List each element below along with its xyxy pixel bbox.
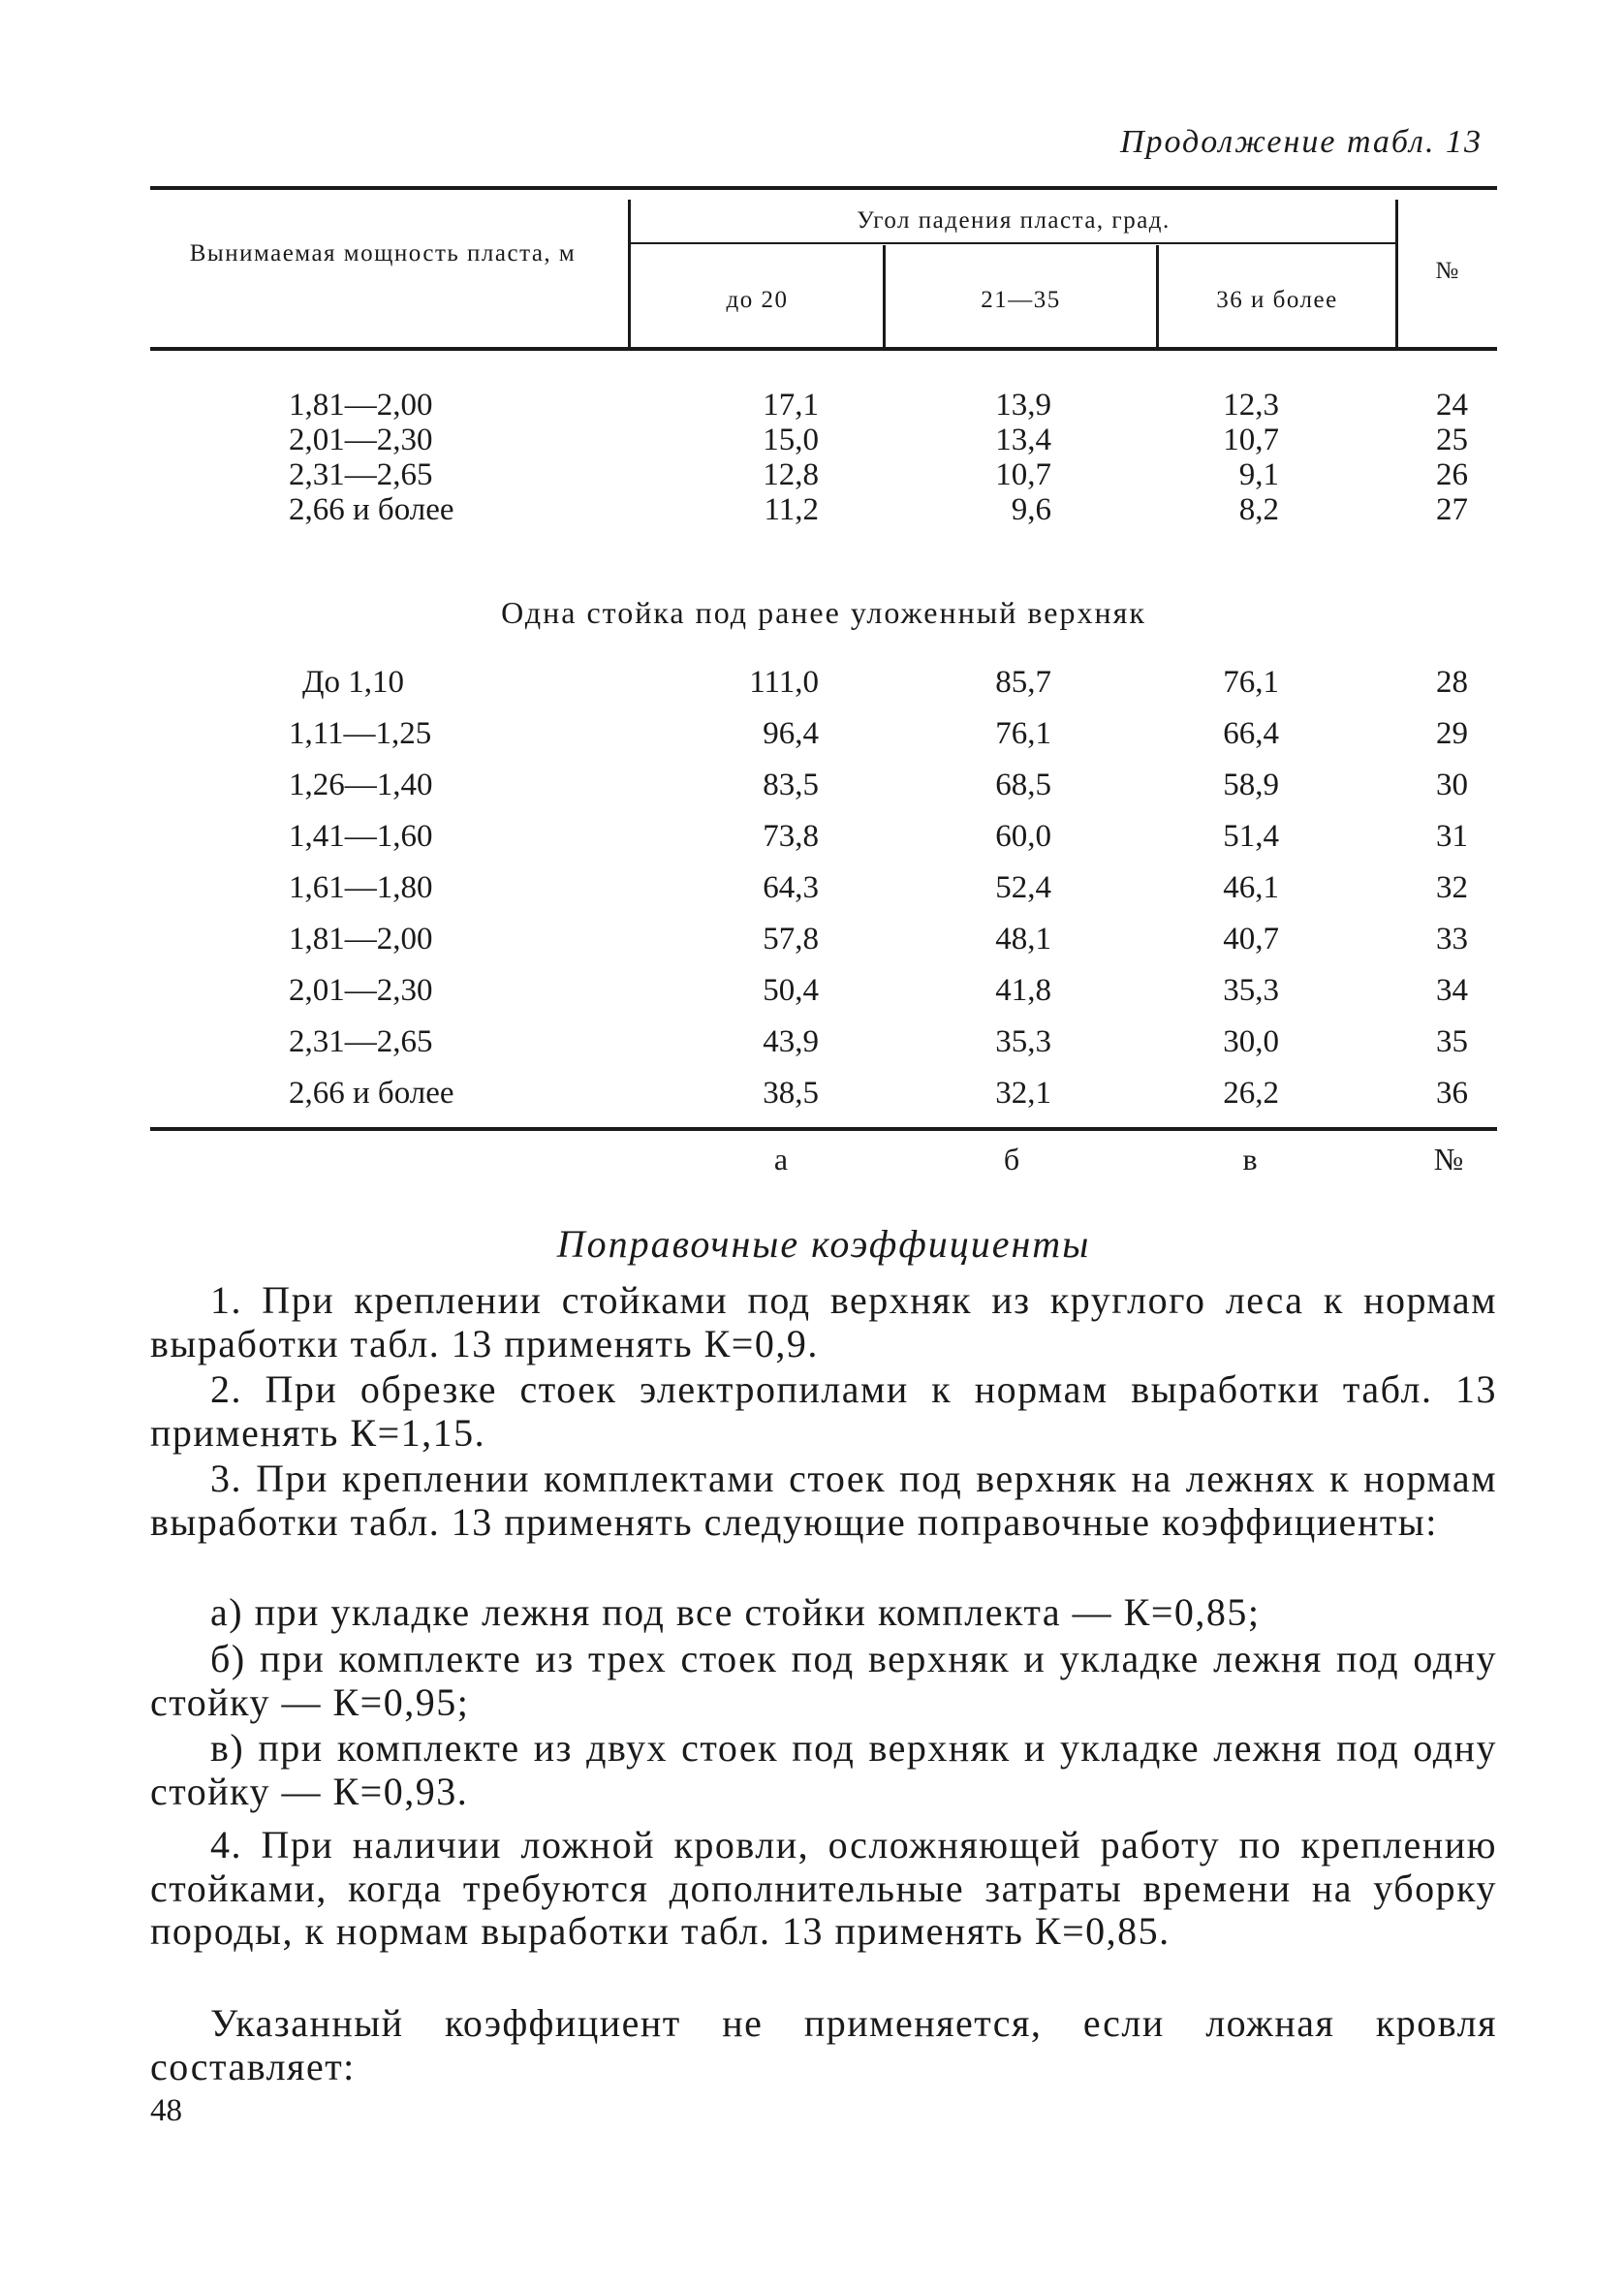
header-divider-1: [628, 200, 631, 347]
cell-angle-1: 50,4: [763, 973, 819, 1008]
table-header-bottom-rule: [150, 347, 1497, 351]
coefficient-paragraph: б) при комплекте из трех стоек под верхняк и укладке лежня под одну стойку — К=0,95;: [150, 1637, 1497, 1724]
cell-number: 31: [1436, 819, 1468, 854]
cell-angle-2: 48,1: [995, 922, 1051, 957]
cell-angle-2: 13,4: [995, 423, 1051, 457]
cell-number: 29: [1436, 716, 1468, 751]
coefficient-paragraph: 4. При наличии ложной кровли, осложняющей работу по креплению стойками, когда требуются дополнительные затраты времени на уборку породы, к нормам выработки табл. 13 применять К=0,85.: [150, 1823, 1497, 1953]
cell-thickness: 2,01—2,30: [289, 973, 433, 1008]
table-top-rule: [150, 186, 1497, 190]
cell-angle-2: 52,4: [995, 870, 1051, 905]
cell-thickness: 1,11—1,25: [289, 716, 432, 751]
cell-number: 36: [1436, 1076, 1468, 1111]
cell-number: 32: [1436, 870, 1468, 905]
cell-number: 28: [1436, 665, 1468, 700]
cell-angle-1: 43,9: [763, 1024, 819, 1059]
footer-number: №: [1433, 1142, 1464, 1176]
coefficient-paragraph: 1. При креплении стойками под верхняк из круглого леса к нормам выработки табл. 13 применять К=0,9.: [150, 1278, 1497, 1365]
coefficient-paragraph: в) при комплекте из двух стоек под верхняк и укладке лежня под одну стойку — К=0,93.: [150, 1726, 1497, 1813]
cell-thickness: 2,01—2,30: [289, 423, 433, 457]
cell-angle-2: 35,3: [995, 1024, 1051, 1059]
cell-angle-1: 96,4: [763, 716, 819, 751]
header-group-underline: [630, 242, 1395, 244]
cell-angle-2: 10,7: [995, 457, 1051, 492]
cell-thickness: 2,66 и более: [289, 492, 454, 527]
cell-thickness: 2,31—2,65: [289, 1024, 433, 1059]
cell-thickness: 1,81—2,00: [289, 388, 433, 423]
cell-number: 33: [1436, 922, 1468, 957]
cell-angle-1: 15,0: [763, 423, 819, 457]
cell-angle-1: 57,8: [763, 922, 819, 957]
cell-number: 26: [1436, 457, 1468, 492]
cell-angle-1: 111,0: [749, 665, 819, 700]
cell-number: 35: [1436, 1024, 1468, 1059]
cell-thickness: 1,41—1,60: [289, 819, 433, 854]
cell-angle-3: 35,3: [1223, 973, 1279, 1008]
coefficient-paragraph: 3. При креплении комплектами стоек под верхняк на лежнях к нормам выработки табл. 13 применять следующие поправочные коэффициенты:: [150, 1457, 1497, 1544]
cell-thickness: 2,31—2,65: [289, 457, 433, 492]
cell-angle-1: 64,3: [763, 870, 819, 905]
header-angle-21-35: 21—35: [981, 287, 1061, 313]
cell-angle-3: 46,1: [1223, 870, 1279, 905]
cell-angle-3: 8,2: [1238, 492, 1279, 527]
cell-angle-1: 38,5: [763, 1076, 819, 1111]
cell-angle-2: 32,1: [995, 1076, 1051, 1111]
cell-angle-1: 83,5: [763, 768, 819, 802]
header-divider-4: [1395, 200, 1398, 347]
cell-thickness: 1,26—1,40: [289, 768, 433, 802]
cell-angle-1: 17,1: [763, 388, 819, 423]
cell-angle-2: 68,5: [995, 768, 1051, 802]
cell-thickness: 1,81—2,00: [289, 922, 433, 957]
coefficient-paragraph: 2. При обрезке стоек электропилами к нормам выработки табл. 13 применять К=1,15.: [150, 1367, 1497, 1455]
cell-angle-2: 85,7: [995, 665, 1051, 700]
cell-angle-3: 40,7: [1223, 922, 1279, 957]
cell-angle-3: 12,3: [1223, 388, 1279, 423]
footer-letter-c: в: [1242, 1142, 1258, 1176]
coefficient-paragraph: Указанный коэффициент не применяется, если ложная кровля составляет:: [150, 2001, 1497, 2088]
cell-angle-3: 26,2: [1223, 1076, 1279, 1111]
cell-number: 24: [1436, 388, 1468, 423]
cell-angle-2: 41,8: [995, 973, 1051, 1008]
header-angle-to-20: до 20: [726, 287, 789, 313]
cell-angle-3: 10,7: [1223, 423, 1279, 457]
header-number: №: [1435, 258, 1460, 284]
cell-angle-2: 76,1: [995, 716, 1051, 751]
cell-angle-3: 76,1: [1223, 665, 1279, 700]
cell-angle-3: 9,1: [1238, 457, 1279, 492]
table-continuation-header: Продолжение табл. 13: [1119, 124, 1483, 160]
header-angle-group: Угол падения пласта, град.: [857, 207, 1171, 234]
cell-number: 30: [1436, 768, 1468, 802]
cell-angle-3: 66,4: [1223, 716, 1279, 751]
cell-angle-1: 73,8: [763, 819, 819, 854]
footer-letter-b: б: [1003, 1142, 1020, 1176]
table-section-title: Одна стойка под ранее уложенный верхняк: [501, 595, 1146, 630]
header-thickness: Вынимаемая мощность пласта, м: [189, 240, 577, 267]
cell-number: 27: [1436, 492, 1468, 527]
cell-thickness: 1,61—1,80: [289, 870, 433, 905]
cell-angle-2: 9,6: [1011, 492, 1051, 527]
footer-letter-a: а: [773, 1142, 789, 1176]
cell-angle-1: 11,2: [764, 492, 819, 527]
cell-thickness: 2,66 и более: [289, 1076, 454, 1111]
coefficients-title: Поправочные коэффициенты: [556, 1222, 1091, 1266]
header-angle-36-plus: 36 и более: [1216, 287, 1338, 313]
cell-angle-1: 12,8: [763, 457, 819, 492]
cell-angle-2: 13,9: [995, 388, 1051, 423]
table-bottom-rule: [150, 1127, 1497, 1131]
cell-number: 25: [1436, 423, 1468, 457]
cell-thickness: До 1,10: [302, 665, 405, 700]
coefficient-paragraph: а) при укладке лежня под все стойки комплекта — К=0,85;: [210, 1590, 1261, 1634]
cell-angle-3: 30,0: [1223, 1024, 1279, 1059]
cell-angle-3: 58,9: [1223, 768, 1279, 802]
cell-angle-2: 60,0: [995, 819, 1051, 854]
cell-angle-3: 51,4: [1223, 819, 1279, 854]
cell-number: 34: [1436, 973, 1468, 1008]
page-number: 48: [150, 2093, 182, 2128]
